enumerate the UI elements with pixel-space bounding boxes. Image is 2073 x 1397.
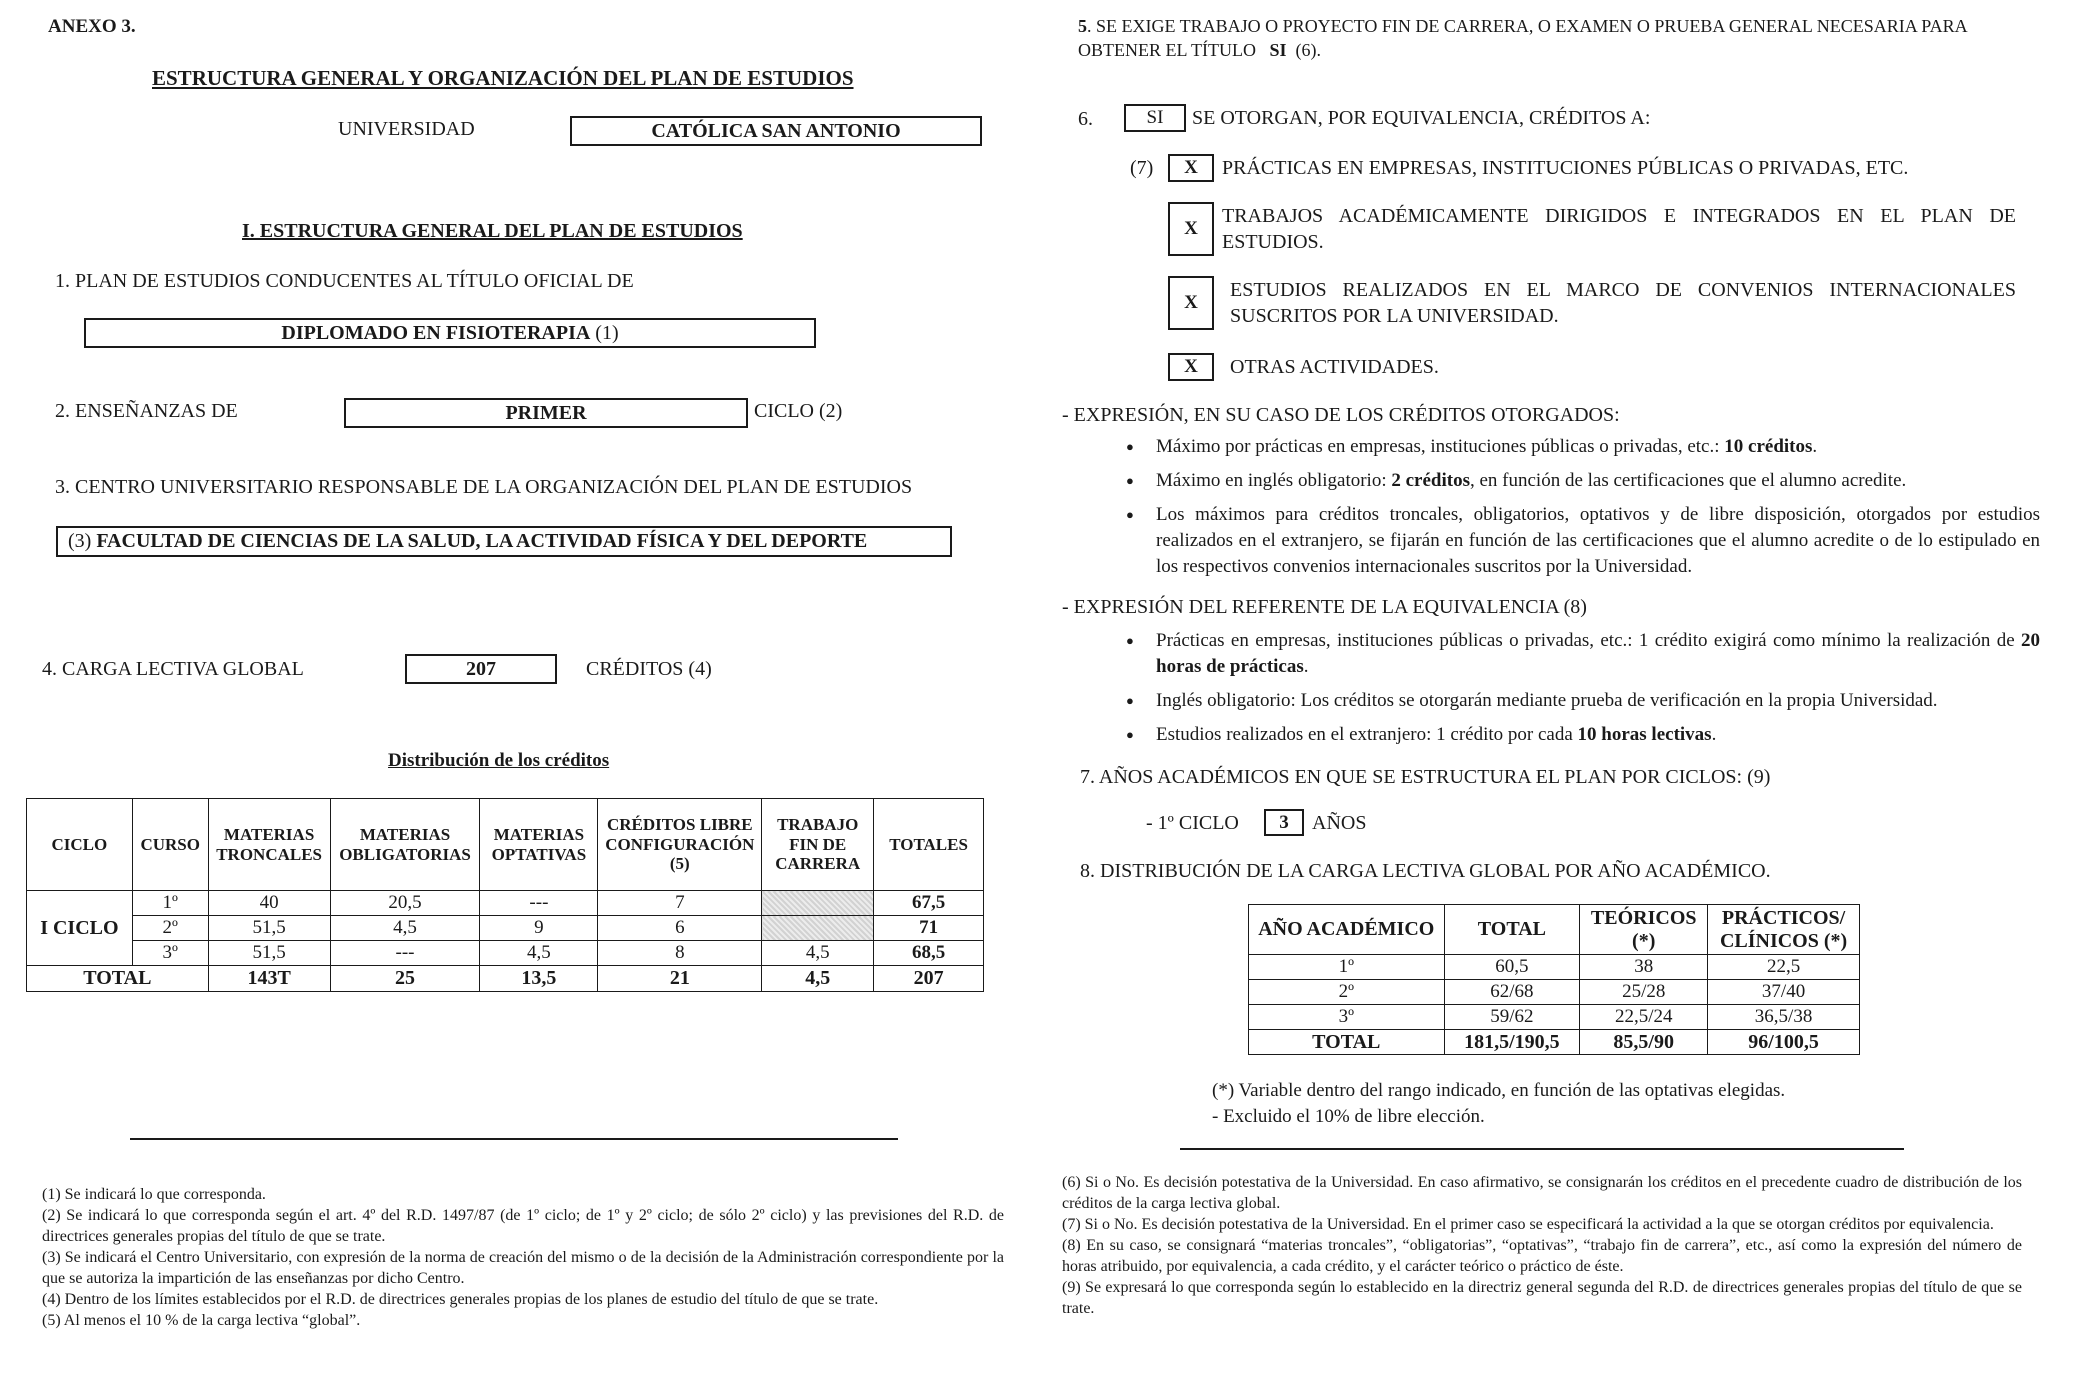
credits-bullets xyxy=(1122,434,2040,588)
list-item xyxy=(1122,628,2040,680)
footnote: (9) Se expresará lo que corresponda según lo establecido en la directriz general segunda del R.D. de directrices generales propias del título de que se trate. xyxy=(1062,1279,2022,1317)
year-distribution-table xyxy=(1248,904,1860,1055)
curso-cell: 2º xyxy=(132,916,208,941)
optativas-cell: --- xyxy=(480,891,598,916)
header-troncales: MATERIAS TRONCALES xyxy=(208,799,330,891)
credits-expression-title: - EXPRESIÓN, EN SU CASO DE LOS CRÉDITOS OTORGADOS: xyxy=(1062,404,1620,426)
item6-number: 6. xyxy=(1078,108,1093,130)
troncales-cell: 51,5 xyxy=(208,941,330,966)
check-estudios: X xyxy=(1168,276,1214,330)
bullet-text: Máximo en inglés obligatorio: xyxy=(1156,470,1392,491)
total-cell: 62/68 xyxy=(1444,980,1580,1005)
degree-title-field xyxy=(84,318,816,348)
header-libre: CRÉDITOS LIBRE CONFIGURACIÓN (5) xyxy=(598,799,762,891)
bullet-text: Estudios realizados en el extranjero: 1 crédito por cada xyxy=(1156,724,1578,745)
table-total-row xyxy=(1249,1030,1860,1055)
troncales-cell: 40 xyxy=(208,891,330,916)
footnote-divider xyxy=(1180,1148,1904,1150)
item4-text: . CARGA LECTIVA GLOBAL xyxy=(52,658,304,680)
total-label-cell: TOTAL xyxy=(1249,1030,1445,1055)
list-item xyxy=(1122,468,2040,494)
exclusion-note: - Excluido el 10% de libre elección. xyxy=(1212,1106,1485,1127)
item5-line2 xyxy=(1078,40,1321,61)
item5-text2: OBTENER EL TÍTULO xyxy=(1078,40,1256,60)
table-row xyxy=(27,916,984,941)
total-cell: 67,5 xyxy=(874,891,984,916)
libre-cell: 8 xyxy=(598,941,762,966)
troncales-cell: 51,5 xyxy=(208,916,330,941)
footnote: (5) Al menos el 10 % de la carga lectiva “global”. xyxy=(42,1312,361,1329)
item2-text: . ENSEÑANZAS DE xyxy=(65,400,238,422)
optativas-cell: 13,5 xyxy=(480,966,598,992)
bullet-text: . xyxy=(1812,436,1818,457)
distribution-title: Distribución de los créditos xyxy=(388,750,610,771)
check-otras-label: OTRAS ACTIVIDADES. xyxy=(1230,356,1439,378)
trabajo-cell xyxy=(762,916,874,941)
bullet-text: . xyxy=(1303,656,1309,677)
item3-number: 3 xyxy=(55,476,65,498)
year-cell: 2º xyxy=(1249,980,1445,1005)
check-practicas: X xyxy=(1168,154,1214,182)
obligatorias-cell: 25 xyxy=(330,966,480,992)
degree-title-value: DIPLOMADO EN FISIOTERAPIA xyxy=(281,321,591,344)
bullet-bold: 10 horas lectivas xyxy=(1577,724,1712,745)
header-trabajo: TRABAJO FIN DE CARRERA xyxy=(762,799,874,891)
item4-number: 4 xyxy=(42,658,52,680)
total-cell: 71 xyxy=(874,916,984,941)
main-title: ESTRUCTURA GENERAL Y ORGANIZACIÓN DEL PLAN DE ESTUDIOS xyxy=(152,66,854,90)
item5-number: 5 xyxy=(1078,16,1087,36)
bullet-bold: 20 horas de prácticas xyxy=(1156,630,2040,677)
total-cell: 60,5 xyxy=(1444,955,1580,980)
header-curso: CURSO xyxy=(132,799,208,891)
item5-line1 xyxy=(1078,16,1968,37)
credit-distribution-table xyxy=(26,798,984,992)
cycle-field: PRIMER xyxy=(344,398,748,428)
bullet-text: . xyxy=(1711,724,1717,745)
trabajo-cell: 4,5 xyxy=(762,966,874,992)
load-suffix: CRÉDITOS (4) xyxy=(586,658,712,680)
table-row xyxy=(27,941,984,966)
degree-title-note: (1) xyxy=(595,321,619,344)
item5-value: SI xyxy=(1269,40,1287,60)
cycle-suffix: CICLO (2) xyxy=(754,400,843,422)
item7-years-field: 3 xyxy=(1264,809,1304,836)
header-total: TOTAL xyxy=(1444,905,1580,955)
header-obligatorias: MATERIAS OBLIGATORIAS xyxy=(330,799,480,891)
footnote: (1) Se indicará lo que corresponda. xyxy=(42,1186,266,1203)
list-item xyxy=(1122,688,2040,714)
teoricos-cell: 85,5/90 xyxy=(1580,1030,1708,1055)
cycle-cell: I CICLO xyxy=(27,891,133,966)
header-year: AÑO ACADÉMICO xyxy=(1249,905,1445,955)
total-cell: 59/62 xyxy=(1444,1005,1580,1030)
total-label-cell: TOTAL xyxy=(27,966,209,992)
footnote: (4) Dentro de los límites establecidos por el R.D. de directrices generales propias de los planes de estudio del título de que se trate. xyxy=(42,1291,879,1308)
table-header-row xyxy=(27,799,984,891)
obligatorias-cell: --- xyxy=(330,941,480,966)
libre-cell: 21 xyxy=(598,966,762,992)
item8-label xyxy=(1080,860,1771,883)
bullet-text: Máximo por prácticas en empresas, instituciones públicas o privadas, etc.: xyxy=(1156,436,1725,457)
optativas-cell: 4,5 xyxy=(480,941,598,966)
curso-cell: 3º xyxy=(132,941,208,966)
total-cell: 68,5 xyxy=(874,941,984,966)
item6-value-field: SI xyxy=(1124,104,1186,132)
header-teoricos: TEÓRICOS (*) xyxy=(1580,905,1708,955)
right-footnotes xyxy=(1062,1172,2022,1319)
item6-ref: (7) xyxy=(1130,157,1154,179)
header-totales: TOTALES xyxy=(874,799,984,891)
table-row xyxy=(1249,955,1860,980)
check-practicas-label: PRÁCTICAS EN EMPRESAS, INSTITUCIONES PÚBLICAS O PRIVADAS, ETC. xyxy=(1222,157,1909,179)
item1-text: . PLAN DE ESTUDIOS CONDUCENTES AL TÍTULO OFICIAL DE xyxy=(65,270,634,292)
trabajo-cell: 4,5 xyxy=(762,941,874,966)
header-optativas: MATERIAS OPTATIVAS xyxy=(480,799,598,891)
total-cell: 181,5/190,5 xyxy=(1444,1030,1580,1055)
item7-cycle: - 1º CICLO xyxy=(1146,812,1239,834)
reference-bullets xyxy=(1122,628,2040,756)
practicos-cell: 36,5/38 xyxy=(1708,1005,1860,1030)
variable-note: (*) Variable dentro del rango indicado, en función de las optativas elegidas. xyxy=(1212,1080,1786,1101)
table-header-row xyxy=(1249,905,1860,955)
university-label: UNIVERSIDAD xyxy=(338,118,475,140)
check-trabajos: X xyxy=(1168,202,1214,256)
table-row xyxy=(1249,980,1860,1005)
table-total-row xyxy=(27,966,984,992)
obligatorias-cell: 20,5 xyxy=(330,891,480,916)
trabajo-cell xyxy=(762,891,874,916)
section-title: I. ESTRUCTURA GENERAL DEL PLAN DE ESTUDIOS xyxy=(242,220,743,242)
bullet-bold: 10 créditos xyxy=(1724,436,1813,457)
optativas-cell: 9 xyxy=(480,916,598,941)
header-ciclo: CICLO xyxy=(27,799,133,891)
check-estudios-label: ESTUDIOS REALIZADOS EN EL MARCO DE CONVENIOS INTERNACIONALES SUSCRITOS POR LA UNIVERSIDAD. xyxy=(1230,279,2016,327)
bullet-text: Los máximos para créditos troncales, obligatorios, optativos y de libre disposición, otorgados por estudios realizados en el extranjero, se fijarán en función de las certificaciones que el alumno acredite o de lo estipulado en los respectivos convenios internacionales suscritos por la Universidad. xyxy=(1156,504,2040,577)
year-cell: 3º xyxy=(1249,1005,1445,1030)
item5-note: (6). xyxy=(1295,40,1321,60)
bullet-text: Inglés obligatorio: Los créditos se otorgarán mediante prueba de verificación en la propia Universidad. xyxy=(1156,690,1938,711)
list-item xyxy=(1122,434,2040,460)
item3-text: . CENTRO UNIVERSITARIO RESPONSABLE DE LA ORGANIZACIÓN DEL PLAN DE ESTUDIOS xyxy=(65,476,913,498)
center-prefix: (3) xyxy=(68,530,92,552)
bullet-text: , en función de las certificaciones que el alumno acredite. xyxy=(1469,470,1907,491)
teoricos-cell: 22,5/24 xyxy=(1580,1005,1708,1030)
bullet-text: Prácticas en empresas, instituciones públicas o privadas, etc.: 1 crédito exigirá como mínimo la realización de xyxy=(1156,630,2021,651)
item2-label xyxy=(55,400,238,423)
obligatorias-cell: 4,5 xyxy=(330,916,480,941)
item1-label xyxy=(55,270,634,293)
footnote: (7) Si o No. Es decisión potestativa de la Universidad. En el primer caso se especificará la actividad a la que se otorgan créditos por equivalencia. xyxy=(1062,1216,1994,1233)
list-item xyxy=(1122,502,2040,580)
libre-cell: 7 xyxy=(598,891,762,916)
table-row xyxy=(1249,1005,1860,1030)
item7-suffix: AÑOS xyxy=(1312,812,1367,834)
item1-number: 1 xyxy=(55,270,65,292)
center-field xyxy=(56,526,952,557)
total-cell: 207 xyxy=(874,966,984,992)
check-otras: X xyxy=(1168,353,1214,381)
bullet-bold: 2 créditos xyxy=(1391,470,1470,491)
footnote: (2) Se indicará lo que corresponda según el art. 4º del R.D. 1497/87 (de 1º ciclo; de 1º y 2º ciclo; de sólo 2º ciclo) y las previsiones del R.D. de directrices generales propias del título de que se trate. xyxy=(42,1207,1004,1245)
equivalence-reference-title: - EXPRESIÓN DEL REFERENTE DE LA EQUIVALENCIA (8) xyxy=(1062,596,1587,618)
check-trabajos-label: TRABAJOS ACADÉMICAMENTE DIRIGIDOS E INTEGRADOS EN EL PLAN DE ESTUDIOS. xyxy=(1222,205,2016,253)
center-value: FACULTAD DE CIENCIAS DE LA SALUD, LA ACTIVIDAD FÍSICA Y DEL DEPORTE xyxy=(96,530,868,552)
item5-text: . SE EXIGE TRABAJO O PROYECTO FIN DE CARRERA, O EXAMEN O PRUEBA GENERAL NECESARIA PARA xyxy=(1087,16,1968,36)
university-field: CATÓLICA SAN ANTONIO xyxy=(570,116,982,146)
footnote: (6) Si o No. Es decisión potestativa de la Universidad. En caso afirmativo, se consignarán los créditos en el precedente cuadro de distribución de los créditos de la carga lectiva global. xyxy=(1062,1174,2022,1212)
item7-text: 7. AÑOS ACADÉMICOS EN QUE SE ESTRUCTURA EL PLAN POR CICLOS: (9) xyxy=(1080,766,1771,788)
item2-number: 2 xyxy=(55,400,65,422)
item3-label xyxy=(55,476,912,499)
load-field: 207 xyxy=(405,654,557,684)
troncales-cell: 143T xyxy=(208,966,330,992)
practicos-cell: 22,5 xyxy=(1708,955,1860,980)
practicos-cell: 37/40 xyxy=(1708,980,1860,1005)
table-row xyxy=(27,891,984,916)
footnote: (3) Se indicará el Centro Universitario, con expresión de la norma de creación del mismo o de la decisión de la Administración correspondiente por la que se autoriza la impartición de las enseñanzas por dicho Centro. xyxy=(42,1249,1004,1287)
footnote: (8) En su caso, se consignará “materias troncales”, “obligatorias”, “optativas”, “trabajo fin de carrera”, etc., así como la expresión del número de horas atribuido, por equivalencia, a cada crédito, y el carácter teórico o práctico de éste. xyxy=(1062,1237,2022,1275)
libre-cell: 6 xyxy=(598,916,762,941)
left-footnotes xyxy=(42,1184,1004,1331)
teoricos-cell: 25/28 xyxy=(1580,980,1708,1005)
year-cell: 1º xyxy=(1249,955,1445,980)
item4-label xyxy=(42,658,304,681)
item8-number: 8 xyxy=(1080,860,1090,882)
item6-text: SE OTORGAN, POR EQUIVALENCIA, CRÉDITOS A: xyxy=(1192,107,1651,129)
curso-cell: 1º xyxy=(132,891,208,916)
annex-label: ANEXO 3. xyxy=(48,16,136,37)
footnote-divider xyxy=(130,1138,898,1140)
practicos-cell: 96/100,5 xyxy=(1708,1030,1860,1055)
header-practicos: PRÁCTICOS/ CLÍNICOS (*) xyxy=(1708,905,1860,955)
teoricos-cell: 38 xyxy=(1580,955,1708,980)
item8-text: . DISTRIBUCIÓN DE LA CARGA LECTIVA GLOBAL POR AÑO ACADÉMICO. xyxy=(1090,860,1771,882)
list-item xyxy=(1122,722,2040,748)
